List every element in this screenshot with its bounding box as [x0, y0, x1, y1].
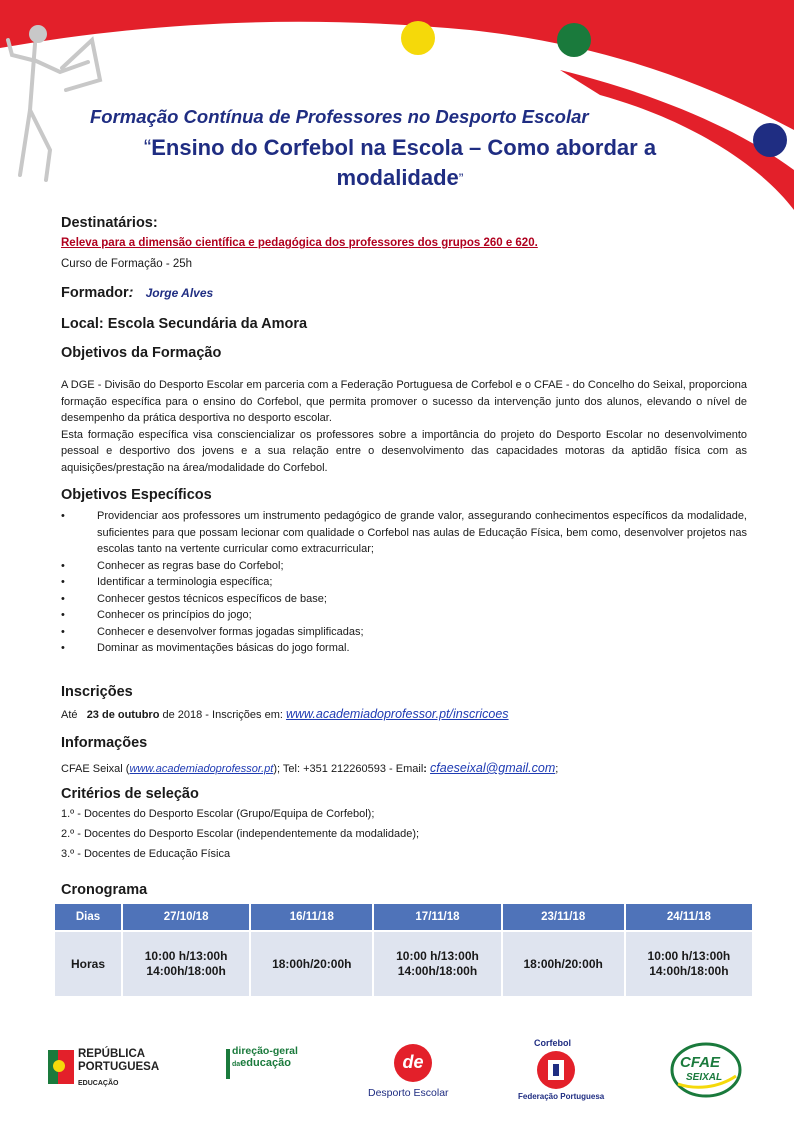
day-cell: 23/11/18 — [503, 904, 624, 930]
trainer-name: Jorge Alves — [145, 286, 214, 300]
dge-logo: direção-geral daeducação — [226, 1045, 311, 1085]
open-quote: “ — [143, 135, 152, 160]
criterios-heading: Critérios de seleção — [61, 786, 199, 802]
logos-row — [0, 1030, 794, 1110]
inscricoes-line: Até 23 de outubro de 2018 - Inscrições em: www.academiadoprofessor.pt/inscricoes — [61, 707, 509, 721]
day-cell: 17/11/18 — [374, 904, 500, 930]
day-cell: 24/11/18 — [626, 904, 752, 930]
list-item: • Conhecer as regras base do Corfebol; — [61, 559, 284, 572]
criterio-2: 2.º - Docentes do Desporto Escolar (independentemente da modalidade); — [61, 828, 420, 840]
republica-emblem-icon — [48, 1050, 74, 1084]
desporto-escolar-logo: de Desporto Escolar — [368, 1044, 478, 1104]
hours-cell: 10:00 h/13:00h 14:00h/18:00h — [374, 932, 500, 996]
col-label: Dias — [55, 904, 121, 930]
yellow-ball — [401, 21, 435, 55]
list-item: • Identificar a terminologia específica; — [61, 576, 273, 588]
course-duration: Curso de Formação - 25h — [61, 258, 193, 270]
informacoes-line: CFAE Seixal (www.academiadoprofessor.pt); Tel: +351 212260593 - Email: cfaeseixal@gmail.com; — [61, 761, 559, 775]
cronograma-table — [53, 902, 754, 998]
table-header-row — [55, 904, 752, 930]
inscricoes-heading: Inscrições — [61, 684, 133, 700]
objetivos-paragraph-1: A DGE - Divisão do Desporto Escolar em parceria com a Federação Portuguesa de Corfebol e o CFAE - do Concelho do Seixal, proporciona formação específica para o ensino do Corfebol, que permita promover o sucesso da intervenção junto dos alunos, elevando o nível de desempenho da prática desportiva no desporto escolar. — [61, 379, 747, 424]
hours-cell: 18:00h/20:00h — [503, 932, 624, 996]
deadline-date: 23 de outubro — [86, 709, 160, 721]
event-title: Formação Contínua de Professores no Desporto Escolar — [90, 106, 589, 127]
email-link[interactable]: cfaeseixal@gmail.com — [430, 761, 556, 775]
day-cell: 27/10/18 — [123, 904, 249, 930]
republica-logo — [48, 1048, 178, 1098]
academia-link[interactable]: www.academiadoprofessor.pt — [129, 763, 274, 775]
table-row — [55, 932, 752, 996]
criterio-3: 3.º - Docentes de Educação Física — [61, 848, 231, 860]
close-quote: ” — [458, 170, 464, 186]
player-silhouette-icon — [8, 25, 100, 180]
hours-cell: 10:00 h/13:00h 14:00h/18:00h — [123, 932, 249, 996]
de-mark-icon: de — [394, 1044, 432, 1082]
cfae-seixal-logo: CFAE SEIXAL — [670, 1040, 742, 1100]
hours-cell: 10:00 h/13:00h 14:00h/18:00h — [626, 932, 752, 996]
navy-ball — [753, 123, 787, 157]
list-item: • Conhecer gestos técnicos específicos de base; — [61, 592, 327, 605]
list-item: • Conhecer os princípios do jogo; — [61, 609, 252, 621]
informacoes-heading: Informações — [61, 735, 148, 751]
formador-line: Formador: Jorge Alves — [61, 285, 214, 301]
course-title-line2: modalidade — [336, 165, 459, 190]
local-line: Local: Escola Secundária da Amora — [61, 316, 308, 332]
objetivos-heading: Objetivos da Formação — [61, 345, 222, 361]
course-title-line1: Ensino do Corfebol na Escola – Como abordar a — [151, 135, 657, 160]
list-item: • Conhecer e desenvolver formas jogadas simplificadas; — [61, 625, 364, 638]
cronograma-heading: Cronograma — [61, 882, 148, 898]
inscricoes-link[interactable]: www.academiadoprofessor.pt/inscricoes — [286, 707, 509, 721]
destinatarios-heading: Destinatários: — [61, 215, 158, 231]
especificos-list — [61, 508, 747, 657]
corfebol-shield-icon — [536, 1050, 576, 1090]
course-title — [100, 133, 700, 193]
objetivos-paragraph — [61, 377, 747, 476]
list-item: • Dominar as movimentações básicas do jogo formal. — [61, 642, 350, 654]
criterio-1: 1.º - Docentes do Desporto Escolar (Grupo/Equipa de Corfebol); — [61, 808, 375, 820]
row-label: Horas — [55, 932, 121, 996]
list-item: • Providenciar aos professores um instrumento pedagógico de grande valor, assegurando conhecimentos específicos da modalidade, suficientes para que possam lecionar com qualidade o Corfebol nas aulas de Educação Física, bem como, desenvolver projetos nas escolas tanto na vertente curricular como extracurricular; — [61, 510, 747, 555]
corfebol-logo: Corfebol Federação Portuguesa — [518, 1038, 605, 1101]
objetivos-paragraph-2: Esta formação específica visa consciencializar os professores sobre a importância do projeto do Desporto Escolar no desenvolvimento pessoal e desportivo dos jovens e a sua relação entre o desenvolvimento das capacidades motoras da aptidão física com as aquisições/prestação na área/modalidade do Corfebol. — [61, 428, 747, 474]
republica-text: REPÚBLICA PORTUGUESA EDUCAÇÃO — [78, 1048, 160, 1087]
especificos-heading: Objetivos Específicos — [61, 487, 212, 503]
green-ball — [557, 23, 591, 57]
day-cell: 16/11/18 — [251, 904, 372, 930]
hours-cell: 18:00h/20:00h — [251, 932, 372, 996]
destinatarios-relevance: Releva para a dimensão científica e pedagógica dos professores dos grupos 260 e 620. — [61, 237, 538, 249]
